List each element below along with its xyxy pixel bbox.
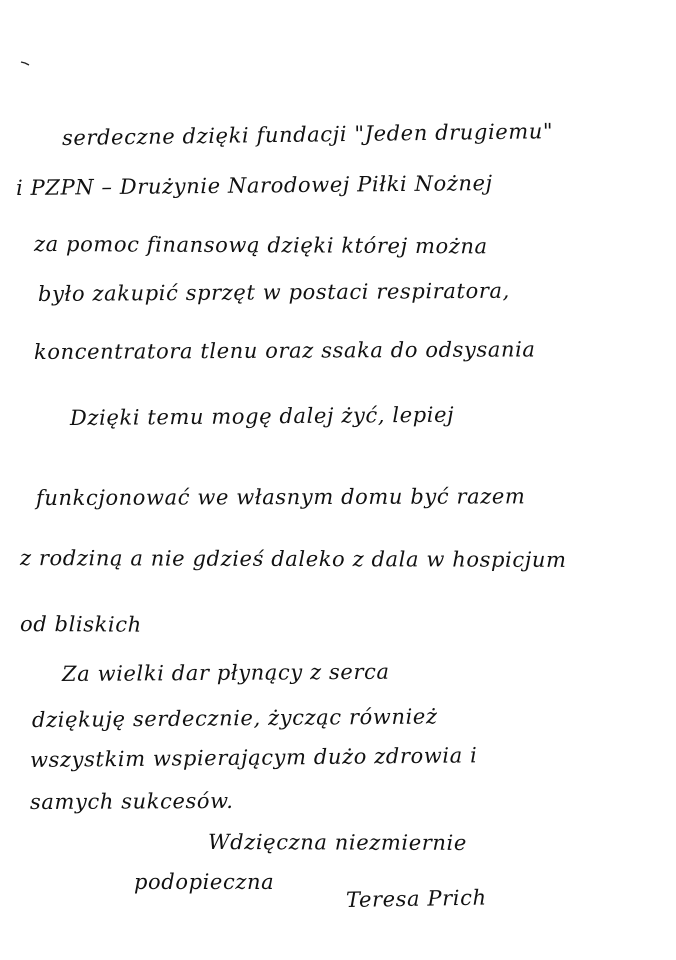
letter-line-5: koncentratora tlenu oraz ssaka do odsysania <box>33 337 536 364</box>
letter-line-9: od bliskich <box>19 612 142 637</box>
closing-line: Wdzięczna niezmiernie <box>207 830 467 855</box>
closing-role: podopieczna <box>134 870 275 894</box>
letter-line-13: samych sukcesów. <box>29 788 234 814</box>
letter-line-7: funkcjonować we własnym domu być razem <box>35 484 526 510</box>
ink-speck <box>20 60 30 66</box>
signature: Teresa Prich <box>345 885 487 912</box>
letter-line-6: Dzięki temu mogę dalej żyć, lepiej <box>69 402 455 430</box>
letter-line-1: serdeczne dzięki fundacji "Jeden drugiemu" <box>61 119 554 150</box>
letter-line-3: za pomoc finansową dzięki której można <box>33 232 488 259</box>
letter-line-4: było zakupić sprzęt w postaci respiratora, <box>37 278 510 306</box>
letter-line-12: wszystkim wspierającym dużo zdrowia i <box>29 743 478 772</box>
letter-line-10: Za wielki dar płynący z serca <box>61 659 390 686</box>
letter-line-2: i PZPN – Drużynie Narodowej Piłki Nożnej <box>15 171 493 200</box>
letter-line-8: z rodziną a nie gdzieś daleko z dala w hospicjum <box>19 546 567 572</box>
letter-line-11: dziękuję serdecznie, życząc również <box>31 704 438 732</box>
